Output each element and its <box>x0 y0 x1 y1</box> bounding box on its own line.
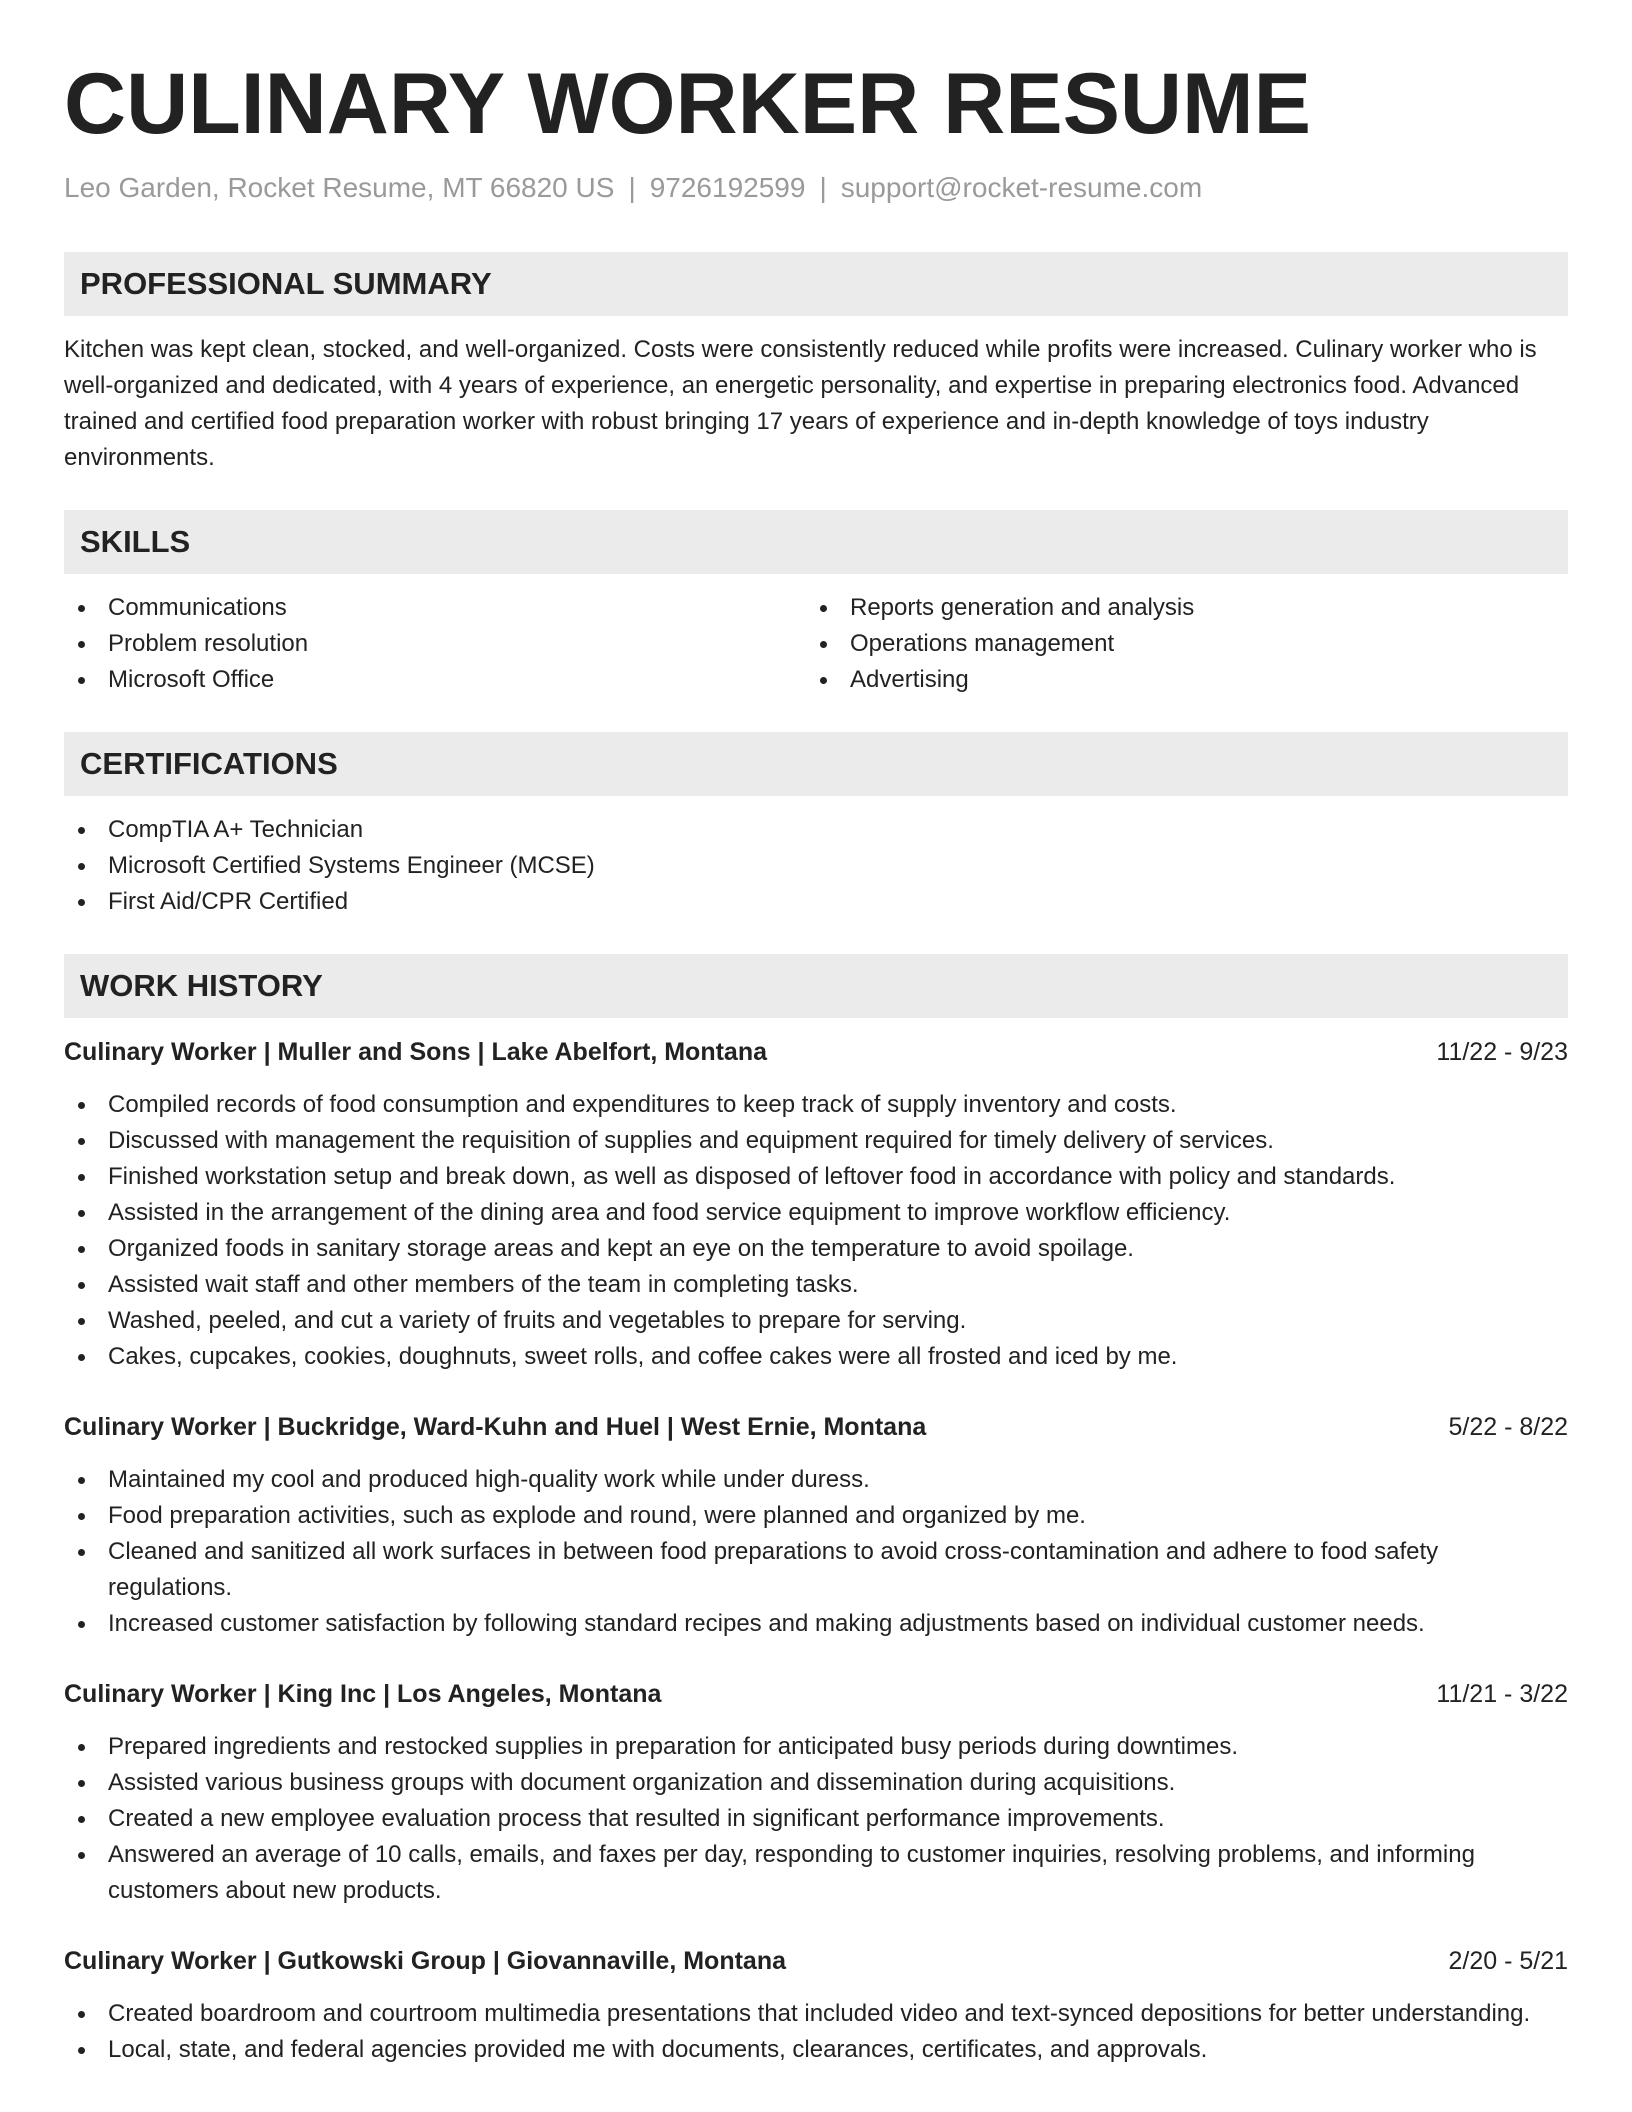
job-bullet: Increased customer satisfaction by following standard recipes and making adjustments based on individual customer needs. <box>64 1606 1568 1642</box>
job-header <box>64 1034 1568 1070</box>
certification-item: First Aid/CPR Certified <box>64 884 1568 920</box>
job-title: Culinary Worker | King Inc | Los Angeles, Montana <box>64 1680 662 1708</box>
resume-page <box>64 56 1568 2068</box>
job-dates: 2/20 - 5/21 <box>1448 1947 1568 1975</box>
skill-item: Operations management <box>806 626 1548 662</box>
job-title: Culinary Worker | Muller and Sons | Lake Abelfort, Montana <box>64 1038 767 1066</box>
job-bullet: Food preparation activities, such as explode and round, were planned and organized by me. <box>64 1498 1568 1534</box>
job-entry <box>64 1943 1568 2068</box>
contact-separator: | <box>628 172 636 203</box>
skill-item: Reports generation and analysis <box>806 590 1548 626</box>
job-bullet: Compiled records of food consumption and expenditures to keep track of supply inventory and costs. <box>64 1087 1568 1123</box>
job-title: Culinary Worker | Buckridge, Ward-Kuhn and Huel | West Ernie, Montana <box>64 1413 927 1441</box>
job-bullet: Prepared ingredients and restocked supplies in preparation for anticipated busy periods during downtimes. <box>64 1729 1568 1765</box>
certification-item: CompTIA A+ Technician <box>64 812 1568 848</box>
job-bullet: Assisted wait staff and other members of the team in completing tasks. <box>64 1267 1568 1303</box>
certification-item: Microsoft Certified Systems Engineer (MCSE) <box>64 848 1568 884</box>
skill-item: Advertising <box>806 662 1548 698</box>
job-dates: 5/22 - 8/22 <box>1448 1413 1568 1441</box>
skill-item: Communications <box>64 590 806 626</box>
job-bullet: Assisted various business groups with document organization and dissemination during acquisitions. <box>64 1765 1568 1801</box>
contact-address: Leo Garden, Rocket Resume, MT 66820 US <box>64 172 615 203</box>
job-entry <box>64 1034 1568 1375</box>
job-bullet: Cakes, cupcakes, cookies, doughnuts, sweet rolls, and coffee cakes were all frosted and iced by me. <box>64 1339 1568 1375</box>
job-bullet: Discussed with management the requisition of supplies and equipment required for timely delivery of services. <box>64 1123 1568 1159</box>
job-bullets <box>64 1087 1568 1375</box>
contact-email: support@rocket-resume.com <box>840 172 1203 203</box>
work-history-heading: WORK HISTORY <box>64 954 1568 1018</box>
resume-title: CULINARY WORKER RESUME <box>64 56 1312 152</box>
job-bullets <box>64 1996 1568 2068</box>
job-bullet: Washed, peeled, and cut a variety of fruits and vegetables to prepare for serving. <box>64 1303 1568 1339</box>
skills-list <box>64 590 1568 698</box>
job-bullet: Assisted in the arrangement of the dining area and food service equipment to improve workflow efficiency. <box>64 1195 1568 1231</box>
job-header <box>64 1409 1568 1445</box>
certifications-heading: CERTIFICATIONS <box>64 732 1568 796</box>
skills-column-right <box>806 590 1548 698</box>
skill-item: Problem resolution <box>64 626 806 662</box>
contact-phone: 9726192599 <box>649 172 806 203</box>
contact-line <box>64 172 1568 204</box>
job-entry <box>64 1676 1568 1909</box>
skills-column-left <box>64 590 806 698</box>
job-entry <box>64 1409 1568 1642</box>
summary-text: Kitchen was kept clean, stocked, and well-organized. Costs were consistently reduced while profits were increased. Culinary worker who is well-organized and dedicated, with 4 years of experience, an energetic personality, and expertise in preparing electronics food. Advanced trained and certified food preparation worker with robust bringing 17 years of experience and in-depth knowledge of toys industry environments. <box>64 336 1537 471</box>
job-bullet: Created a new employee evaluation process that resulted in significant performance improvements. <box>64 1801 1568 1837</box>
job-bullet: Answered an average of 10 calls, emails, and faxes per day, responding to customer inquiries, resolving problems, and informing customers about new products. <box>64 1837 1568 1909</box>
job-dates: 11/22 - 9/23 <box>1436 1038 1568 1066</box>
job-bullet: Created boardroom and courtroom multimedia presentations that included video and text-synced depositions for better understanding. <box>64 1996 1568 2032</box>
skill-item: Microsoft Office <box>64 662 806 698</box>
job-bullet: Cleaned and sanitized all work surfaces in between food preparations to avoid cross-contamination and adhere to food safety regulations. <box>64 1534 1568 1606</box>
job-bullet: Maintained my cool and produced high-quality work while under duress. <box>64 1462 1568 1498</box>
contact-separator: | <box>819 172 827 203</box>
job-header <box>64 1943 1568 1979</box>
certifications-list <box>64 812 1568 920</box>
summary-heading: PROFESSIONAL SUMMARY <box>64 252 1568 316</box>
job-title: Culinary Worker | Gutkowski Group | Giovannaville, Montana <box>64 1947 786 1975</box>
job-bullet: Organized foods in sanitary storage areas and kept an eye on the temperature to avoid spoilage. <box>64 1231 1568 1267</box>
job-bullet: Local, state, and federal agencies provided me with documents, clearances, certificates, and approvals. <box>64 2032 1568 2068</box>
job-dates: 11/21 - 3/22 <box>1436 1680 1568 1708</box>
job-bullets <box>64 1462 1568 1642</box>
job-bullets <box>64 1729 1568 1909</box>
skills-heading: SKILLS <box>64 510 1568 574</box>
job-bullet: Finished workstation setup and break down, as well as disposed of leftover food in accordance with policy and standards. <box>64 1159 1568 1195</box>
job-header <box>64 1676 1568 1712</box>
